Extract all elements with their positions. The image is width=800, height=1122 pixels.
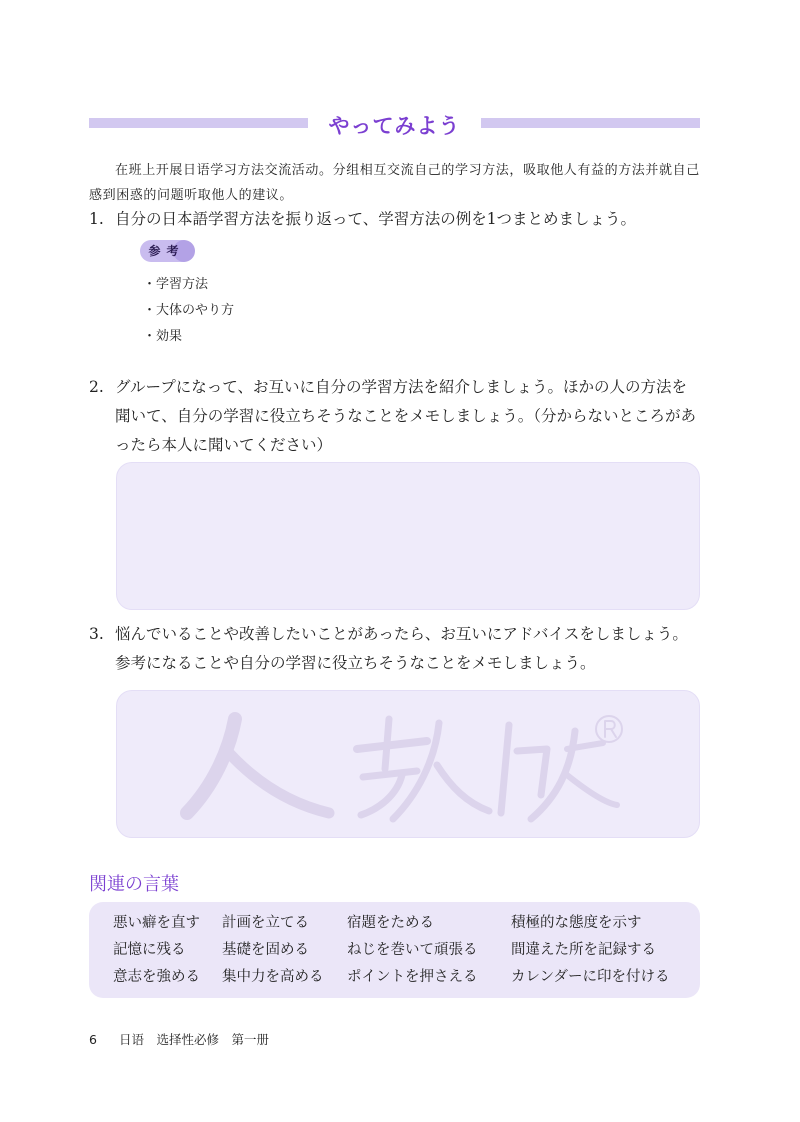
section-title: やってみよう	[328, 114, 461, 138]
task-3	[89, 620, 701, 678]
task-text: 自分の日本語学習方法を振り返って、学習方法の例を1つまとめましょう。	[115, 210, 637, 228]
book-title: 日语 选择性必修 第一册	[119, 1032, 270, 1047]
reference-item: ・学習方法	[143, 277, 209, 292]
vocab-item: 記憶に残る	[113, 942, 186, 958]
task-number: 3.	[89, 625, 104, 643]
reference-item: ・大体のやり方	[143, 303, 235, 318]
vocab-box	[89, 902, 700, 998]
title-bar-left	[89, 118, 308, 128]
vocab-item: 基礎を固める	[222, 942, 309, 958]
vocab-item: 集中力を高める	[222, 969, 324, 985]
memo-box-2[interactable]	[116, 690, 700, 838]
memo-box-1[interactable]	[116, 462, 700, 610]
vocab-item: 間違えた所を記録する	[511, 942, 656, 958]
reference-badge	[140, 240, 193, 262]
page-footer	[89, 1030, 269, 1048]
vocab-title: 関連の言葉	[89, 874, 179, 895]
vocab-item: 計画を立てる	[222, 915, 309, 931]
task-2	[89, 373, 701, 460]
publisher-watermark	[117, 691, 700, 838]
task-text: 悩んでいることや改善したいことがあったら、お互いにアドバイスをしましょう。参考になることや自分の学習に役立ちそうなことをメモしましょう。	[115, 625, 688, 672]
reference-list	[143, 272, 234, 350]
vocab-item: 積極的な態度を示す	[511, 915, 642, 931]
reference-label: 参考	[148, 244, 185, 258]
task-1	[89, 205, 701, 234]
page-number: 6	[89, 1032, 97, 1047]
task-text: グループになって、お互いに自分の学習方法を紹介しましょう。ほかの人の方法を聞いて、自分の学習に役立ちそうなことをメモしましょう。（分からないところがあったら本人に聞いてください）	[115, 378, 696, 454]
vocab-item: ねじを巻いて頑張る	[347, 942, 478, 958]
vocab-item: カレンダーに印を付ける	[511, 969, 670, 985]
intro-paragraph	[89, 158, 701, 208]
task-number: 2.	[89, 378, 104, 396]
intro-text: 在班上开展日语学习方法交流活动。分组相互交流自己的学习方法，吸取他人有益的方法并就自己感到困惑的问题听取他人的建议。	[89, 163, 700, 203]
section-header	[89, 110, 700, 140]
vocab-item: 意志を強める	[113, 969, 200, 985]
title-bar-right	[481, 118, 700, 128]
vocab-item: 悪い癖を直す	[113, 915, 200, 931]
task-number: 1.	[89, 210, 104, 228]
vocab-item: ポイントを押さえる	[347, 969, 478, 985]
reference-item: ・効果	[143, 329, 183, 344]
vocab-item: 宿題をためる	[347, 915, 434, 931]
